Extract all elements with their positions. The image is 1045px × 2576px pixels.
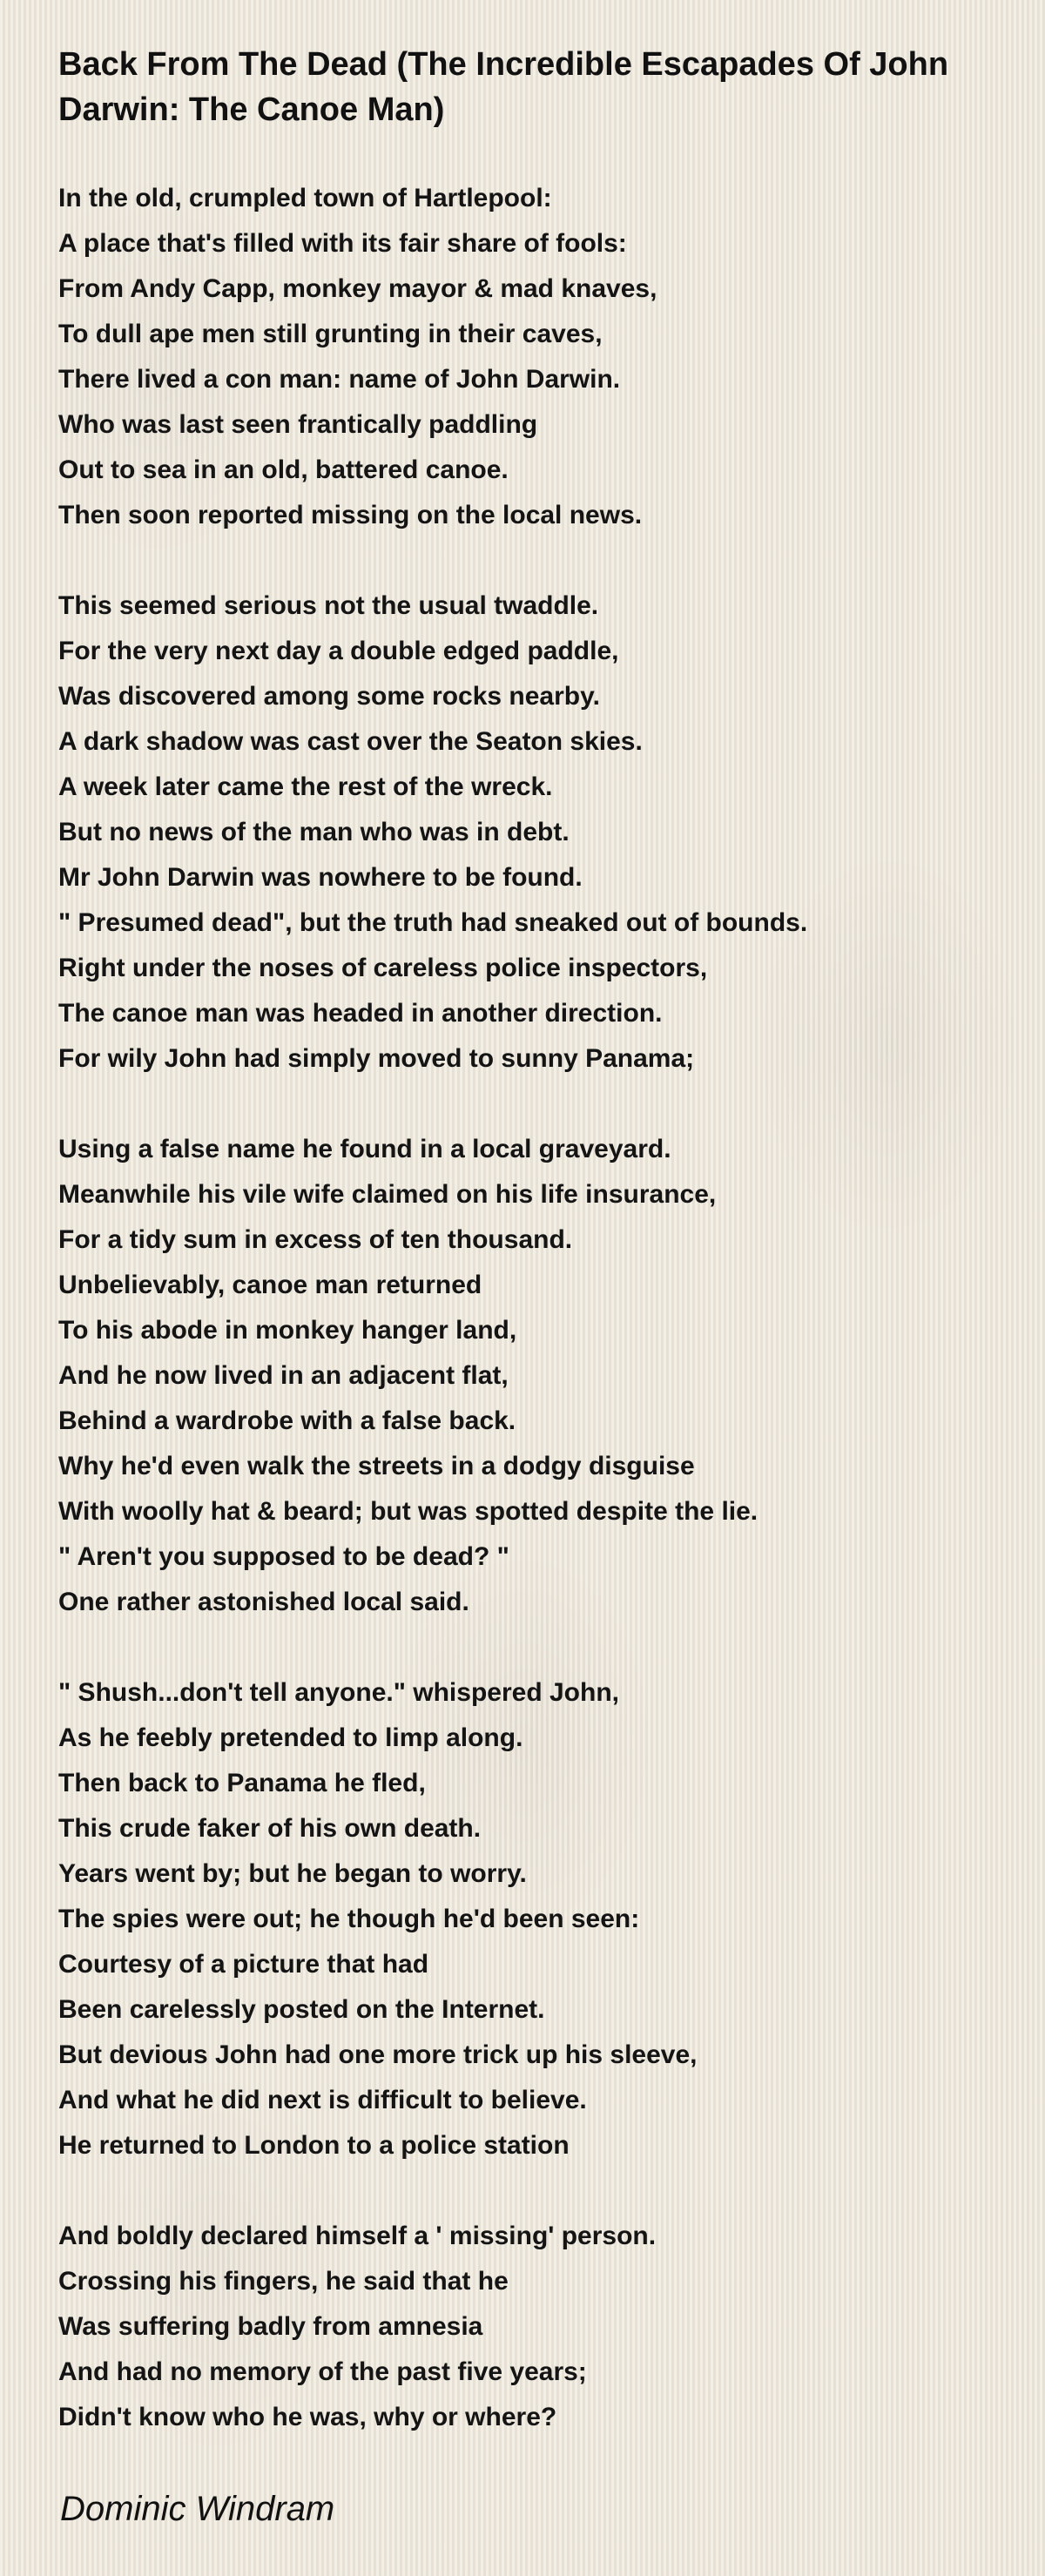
poem-line: But devious John had one more trick up his sleeve, xyxy=(58,2040,698,2069)
poem-line: And what he did next is difficult to believe. xyxy=(58,2086,587,2114)
poem-line: Out to sea in an old, battered canoe. xyxy=(58,455,509,484)
poem-title: Back From The Dead (The Incredible Escapades Of John Darwin: The Canoe Man) xyxy=(58,46,949,128)
poem-line: " Aren't you supposed to be dead? " xyxy=(58,1542,509,1571)
poem-stanza xyxy=(58,2214,1016,2440)
poem-line: Didn't know who he was, why or where? xyxy=(58,2403,557,2431)
poem-line: One rather astonished local said. xyxy=(58,1588,469,1616)
poem-line: A dark shadow was cast over the Seaton skies. xyxy=(58,727,643,756)
poem-line: Years went by; but he began to worry. xyxy=(58,1859,527,1888)
poem-line: The canoe man was headed in another direction. xyxy=(58,999,663,1028)
poem-line: Behind a wardrobe with a false back. xyxy=(58,1406,516,1435)
poem-line: And had no memory of the past five years; xyxy=(58,2357,587,2386)
poem-stanza xyxy=(58,176,1016,538)
poem-stanza xyxy=(58,1670,1016,2168)
poem-line: And boldly declared himself a ' missing' person. xyxy=(58,2222,657,2250)
poem-line: But no news of the man who was in debt. xyxy=(58,818,570,846)
poem-line: A week later came the rest of the wreck. xyxy=(58,772,553,801)
poem-line: Crossing his fingers, he said that he xyxy=(58,2267,509,2296)
poem-author: Dominic Windram xyxy=(60,2490,335,2528)
poem-stanza xyxy=(58,1127,1016,1625)
poem-line: Using a false name he found in a local graveyard. xyxy=(58,1135,671,1163)
poem-line: Mr John Darwin was nowhere to be found. xyxy=(58,863,583,892)
poem-line: Why he'd even walk the streets in a dodgy disguise xyxy=(58,1452,695,1480)
poem-line: For wily John had simply moved to sunny Panama; xyxy=(58,1044,695,1073)
poem-line: Meanwhile his vile wife claimed on his life insurance, xyxy=(58,1180,717,1209)
poem-line: " Shush...don't tell anyone." whispered John, xyxy=(58,1678,619,1707)
poem-line: He returned to London to a police station xyxy=(58,2131,570,2160)
poem-line: Was suffering badly from amnesia xyxy=(58,2312,483,2341)
poem-line: A place that's filled with its fair share of fools: xyxy=(58,229,627,258)
poem-line: The spies were out; he though he'd been seen: xyxy=(58,1905,640,1933)
poem-line: Courtesy of a picture that had xyxy=(58,1950,429,1979)
poem-line: From Andy Capp, monkey mayor & mad knaves, xyxy=(58,274,657,303)
poem-line: With woolly hat & beard; but was spotted despite the lie. xyxy=(58,1497,758,1526)
poem-line: For the very next day a double edged paddle, xyxy=(58,637,619,665)
poem-stanza xyxy=(58,583,1016,1082)
poem-line: This crude faker of his own death. xyxy=(58,1814,482,1843)
poem-line: In the old, crumpled town of Hartlepool: xyxy=(58,184,552,212)
poem-line: To dull ape men still grunting in their caves, xyxy=(58,320,603,348)
poem-line: And he now lived in an adjacent flat, xyxy=(58,1361,509,1390)
poem-line: There lived a con man: name of John Darwin. xyxy=(58,365,621,394)
poem-line: Then back to Panama he fled, xyxy=(58,1769,426,1797)
poem-line: As he feebly pretended to limp along. xyxy=(58,1723,523,1752)
poem-line: Been carelessly posted on the Internet. xyxy=(58,1995,545,2024)
poem-line: For a tidy sum in excess of ten thousand. xyxy=(58,1225,573,1254)
poem-line: Was discovered among some rocks nearby. xyxy=(58,682,600,711)
poem-line: To his abode in monkey hanger land, xyxy=(58,1316,517,1345)
poem-line: Right under the noses of careless police inspectors, xyxy=(58,954,708,982)
poem-line: This seemed serious not the usual twaddle. xyxy=(58,591,599,620)
poem-line: Then soon reported missing on the local news. xyxy=(58,501,643,529)
poem-line: " Presumed dead", but the truth had sneaked out of bounds. xyxy=(58,908,808,937)
poem-line: Unbelievably, canoe man returned xyxy=(58,1271,482,1299)
poem-line: Who was last seen frantically paddling xyxy=(58,410,538,439)
poem-body xyxy=(58,176,1016,2485)
